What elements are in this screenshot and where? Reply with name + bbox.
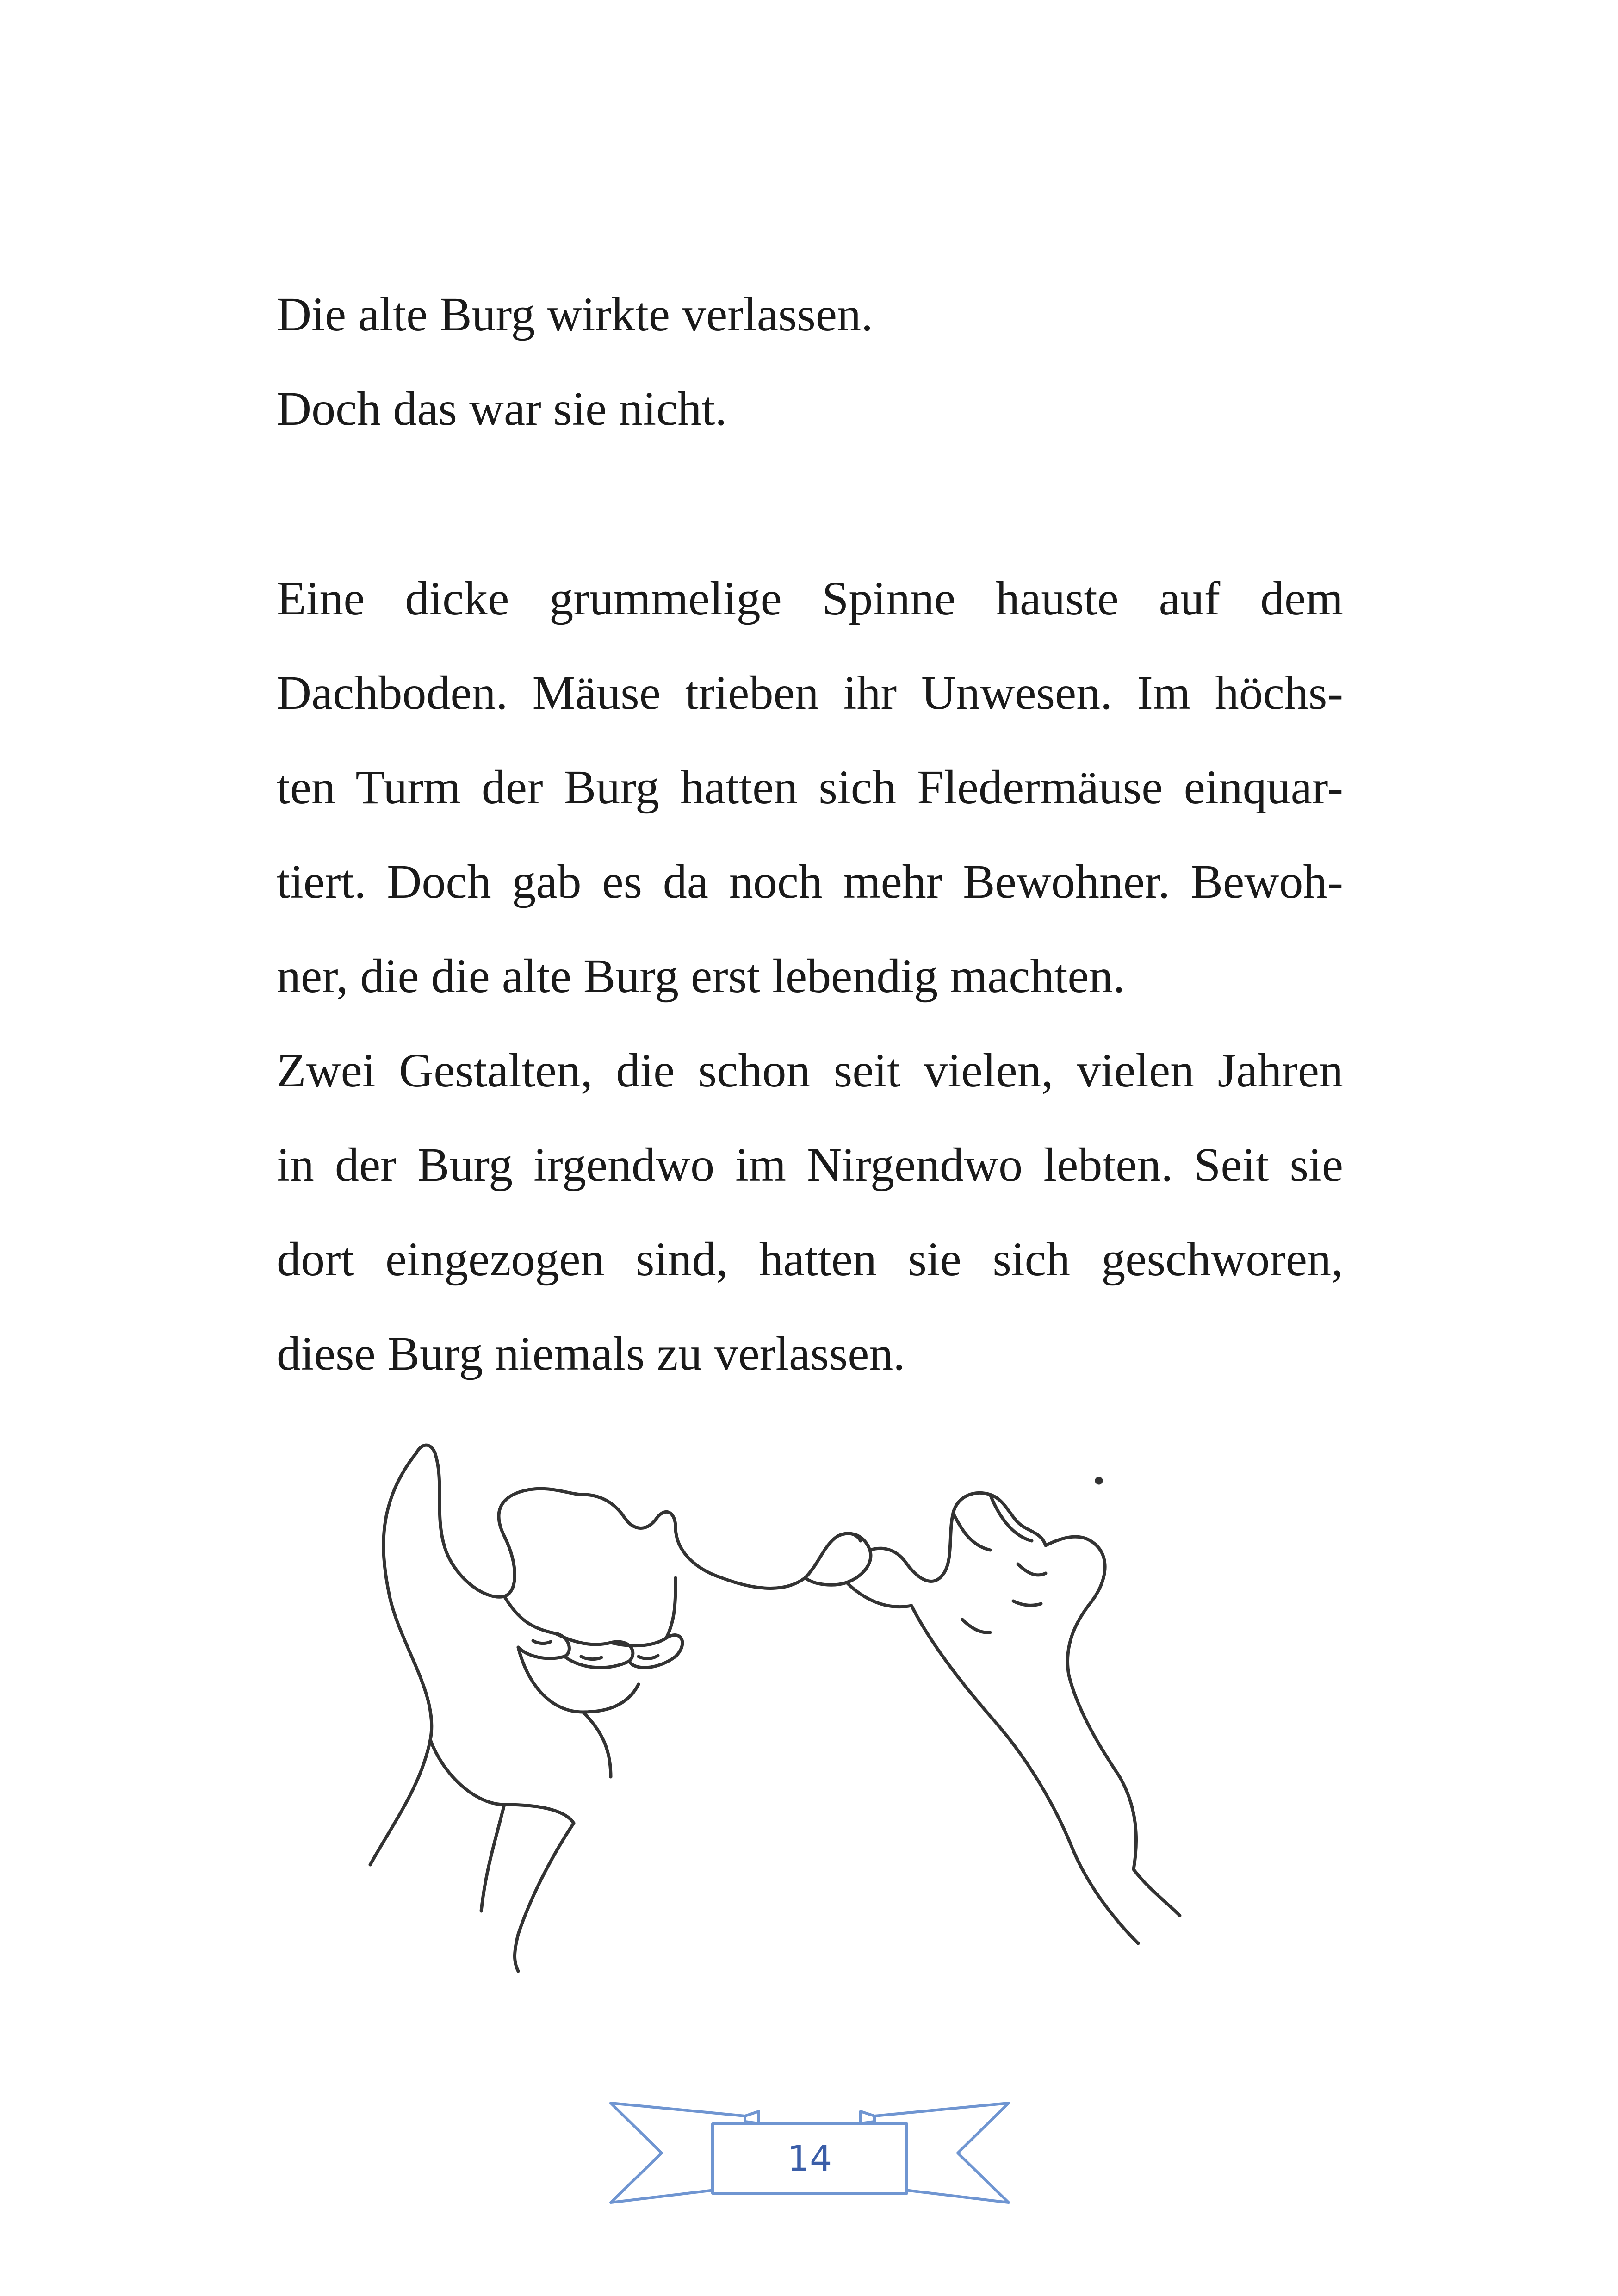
paragraph1-line-3: ten Turm der Burg hatten sich Fledermäuse einquar- (277, 761, 1343, 814)
intro-line-1: Die alte Burg wirkte verlassen. (277, 288, 874, 341)
paragraph2-line-3: dort eingezogen sind, hatten sie sich geschworen, (277, 1233, 1343, 1286)
page-number: 14 (787, 2138, 832, 2179)
intro-text (277, 267, 1343, 456)
paragraph2-line-2: in der Burg irgendwo im Nirgendwo lebten. Seit sie (277, 1138, 1343, 1191)
paragraph2-line-4: diese Burg niemals zu verlassen. (277, 1327, 905, 1380)
paragraph1-line-2: Dachboden. Mäuse trieben ihr Unwesen. Im höchs- (277, 666, 1343, 720)
pinky-promise-hands-icon (352, 1425, 1212, 1980)
paragraph2-line-1: Zwei Gestalten, die schon seit vielen, vielen Jahren (277, 1044, 1343, 1097)
intro-line-2: Doch das war sie nicht. (277, 382, 727, 435)
story-text (277, 552, 1343, 1401)
paragraph1-line-1: Eine dicke grummelige Spinne hauste auf dem (277, 572, 1343, 625)
paragraph1-line-5: ner, die die alte Burg erst lebendig machten. (277, 949, 1125, 1003)
paragraph1-line-4: tiert. Doch gab es da noch mehr Bewohner. Bewoh- (277, 855, 1343, 908)
